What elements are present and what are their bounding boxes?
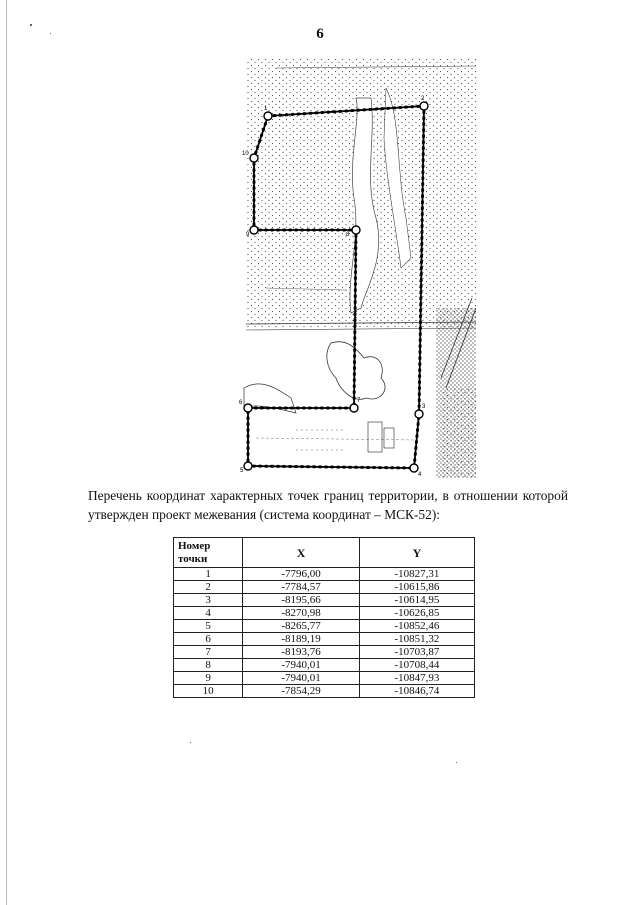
vertex-marker (350, 404, 358, 412)
vertex-marker (244, 462, 252, 470)
scan-left-edge (6, 0, 7, 905)
vertex-marker (244, 404, 252, 412)
cell-x: -7940,01 (243, 659, 360, 672)
cell-y: -10708,44 (359, 659, 474, 672)
vertex-marker (250, 154, 258, 162)
cell-point: 9 (174, 672, 243, 685)
vertex-label: 2 (421, 96, 425, 102)
vertex-marker (264, 112, 272, 120)
cell-x: -7940,01 (243, 672, 360, 685)
table-row (174, 685, 475, 698)
vertex-label: 7 (357, 398, 361, 404)
vertex-label: 6 (239, 400, 243, 406)
header-x: X (243, 538, 360, 568)
table-row (174, 633, 475, 646)
table-row (174, 646, 475, 659)
header-y: Y (359, 538, 474, 568)
coordinates-table (173, 537, 475, 698)
map-background (244, 58, 476, 478)
cell-point: 8 (174, 659, 243, 672)
cell-y: -10626,85 (359, 607, 474, 620)
cell-point: 2 (174, 581, 243, 594)
vertex-marker (352, 226, 360, 234)
cell-y: -10851,32 (359, 633, 474, 646)
cell-point: 3 (174, 594, 243, 607)
vertex-label: 4 (418, 472, 422, 478)
cell-y: -10846,74 (359, 685, 474, 698)
boundary-map (236, 58, 476, 478)
table-row (174, 581, 475, 594)
cell-y: -10847,93 (359, 672, 474, 685)
vertex-marker (410, 464, 418, 472)
vertex-label: 9 (246, 232, 250, 238)
caption-text: Перечень координат характерных точек границ территории, в отношении которой утвержден проект межевания (система координат – МСК-52): (88, 488, 568, 522)
table-row (174, 620, 475, 633)
header-point-number: Номер точки (174, 538, 243, 568)
scan-speck (456, 762, 457, 763)
cell-point: 10 (174, 685, 243, 698)
vertex-label: 3 (422, 404, 426, 410)
cell-x: -8195,66 (243, 594, 360, 607)
cell-point: 1 (174, 568, 243, 581)
cell-x: -8189,19 (243, 633, 360, 646)
vertex-label: 1 (264, 106, 268, 112)
cell-y: -10852,46 (359, 620, 474, 633)
cell-x: -7854,29 (243, 685, 360, 698)
vertex-marker (415, 410, 423, 418)
cell-x: -8193,76 (243, 646, 360, 659)
table-row (174, 659, 475, 672)
vertex-label: 10 (242, 151, 249, 157)
cell-y: -10703,87 (359, 646, 474, 659)
cell-x: -7796,00 (243, 568, 360, 581)
page-number: 6 (316, 26, 324, 42)
cell-x: -8270,98 (243, 607, 360, 620)
vertex-label: 8 (346, 232, 350, 238)
table-header-row (174, 538, 475, 568)
cell-y: -10827,31 (359, 568, 474, 581)
table-row (174, 594, 475, 607)
cell-y: -10615,86 (359, 581, 474, 594)
cell-x: -7784,57 (243, 581, 360, 594)
cell-x: -8265,77 (243, 620, 360, 633)
vertex-label: 5 (240, 468, 244, 474)
cell-y: -10614,95 (359, 594, 474, 607)
cell-point: 6 (174, 633, 243, 646)
cell-point: 4 (174, 607, 243, 620)
vertex-marker (420, 102, 428, 110)
vertex-marker (250, 226, 258, 234)
table-row (174, 568, 475, 581)
cell-point: 5 (174, 620, 243, 633)
table-row (174, 607, 475, 620)
scan-speck (190, 742, 191, 743)
cell-point: 7 (174, 646, 243, 659)
table-row (174, 672, 475, 685)
